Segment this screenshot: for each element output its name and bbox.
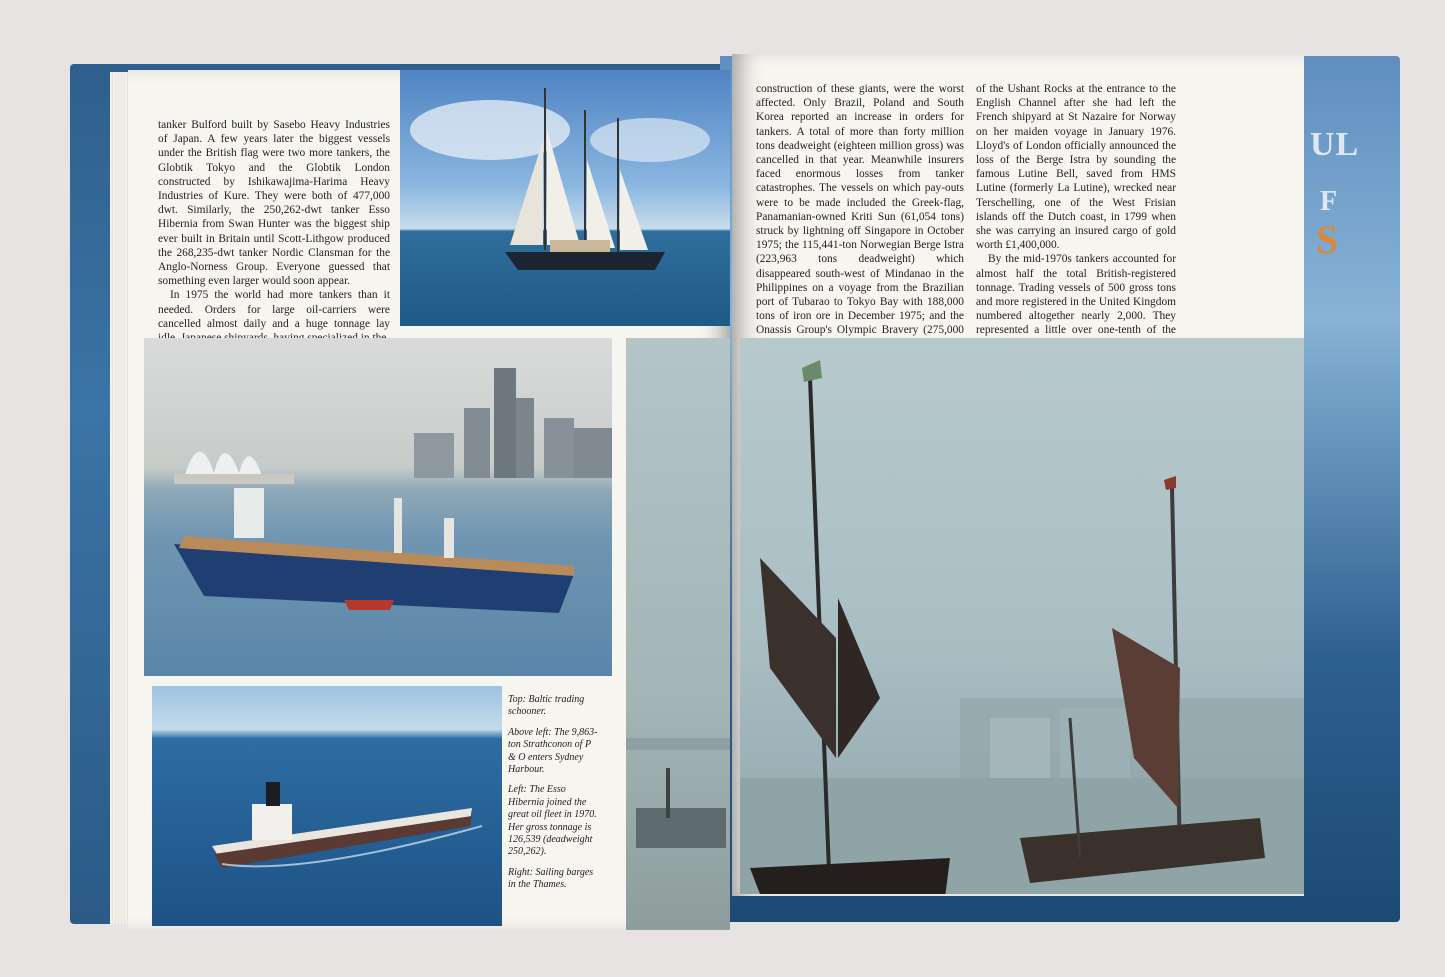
left-paragraph-2: In 1975 the world had more tankers than it needed. Orders for large oil-carriers were cancelled almost daily and a huge tonnage lay [158,289,390,330]
cover-title-fragment-3: S [1316,217,1340,262]
tanker-illustration [152,686,502,926]
baltic-trading-schooner-photo [400,70,730,326]
cover-title-fragment-2: F [1320,186,1339,217]
photo-captions [508,694,600,900]
strip-illustration [626,338,730,930]
thames-sailing-barges-photo [740,338,1304,894]
caption-top: Top: Baltic trading schooner. [508,694,585,718]
sydney-harbour-photo [144,338,612,676]
right-page-column-2 [976,82,1176,366]
caption-above-left: Above left: The 9,863-ton Strathconon of P & O enters Sydney Harbour. [508,726,598,776]
esso-hibernia-photo [152,686,502,926]
right-column-1-text: construction of these giants, were the worst affected. Only Brazil, Poland and South Korea reported an increase in orders for tankers. A total of more than forty million tons deadweight (eighteen million gross) was cancelled in that year. Meanwhile insurers faced enormous losses from tanker catastrophes. The vessels on which pay-outs were to be made included the Greek-flag, Panamanian-owned Kriti Sun (61,054 tons) struck by lightning off Singapore in October 1975; the 115,441-ton Norwegian Berge Istra (223,963 tons deadweight) which disappeared south-west of Mindanao in the Philippines on a voyage from the Brazilian port of Tubarao to Tokyo Bay with 188,000 tons of iron ore in December 1975; and the Onassis Group's Olympic Bravery (275,000 [756,83,964,337]
left-page [128,70,730,930]
left-paragraph-1: tanker Bulford built by Sasebo Heavy Industries of Japan. A few years later the biggest vessels under the British flag were two more tankers, the Globtik Tokyo and the Globtik London constructed by Ishikawajima-Harima Heavy Industries of Kure. They were both of 477,000 dwt. Similarly, the 250,262-dwt tanker Esso Hibernia from Swan Hunter was the biggest ship ever built in Britain until Scott-Lithgow produced the 268,235-dwt tanker Nordic Clansman for the Anglo-Norness Group. Everyone guessed that something even larger would soon appear. [158,119,390,288]
caption-right: Right: Sailing barges in the Thames. [508,866,594,891]
right-page [732,54,1304,896]
right-column-2-paragraph-2: By the mid-1970s tankers accounted for almost half the total British-registered tonnage. Trading vessels of 500 gross tons and more registered in the United Kingdom numbered altogether nearly 2,000. They represented a little over one-tenth of the [976,253,1176,337]
barges-illustration [740,338,1304,894]
cover-title-fragment-1: UL [1310,126,1360,163]
barges-photo-left-strip [626,338,730,930]
caption-left: Left: The Esso Hibernia joined the great oil fleet in 1970. Her gross tonnage is 126,539 (deadweight 250,262). [508,784,597,858]
schooner-illustration [400,70,730,326]
right-page-column-1 [756,82,964,352]
right-column-2-paragraph-1: of the Ushant Rocks at the entrance to the English Channel after she had left the French shipyard at St Nazaire for Norway on her maiden voyage in January 1976. Lloyd's of London officially announced the loss of the Berge Istra by sounding the famous Lutine Bell, saved from HMS Lutine (formerly La Lutine), wrecked near Terschelling, one of the West Frisian islands off the Dutch coast, in 1799 when she was carrying an insured cargo of gold worth £1,400,000. [976,83,1176,252]
harbour-illustration [144,338,612,676]
left-page-text [158,118,390,345]
